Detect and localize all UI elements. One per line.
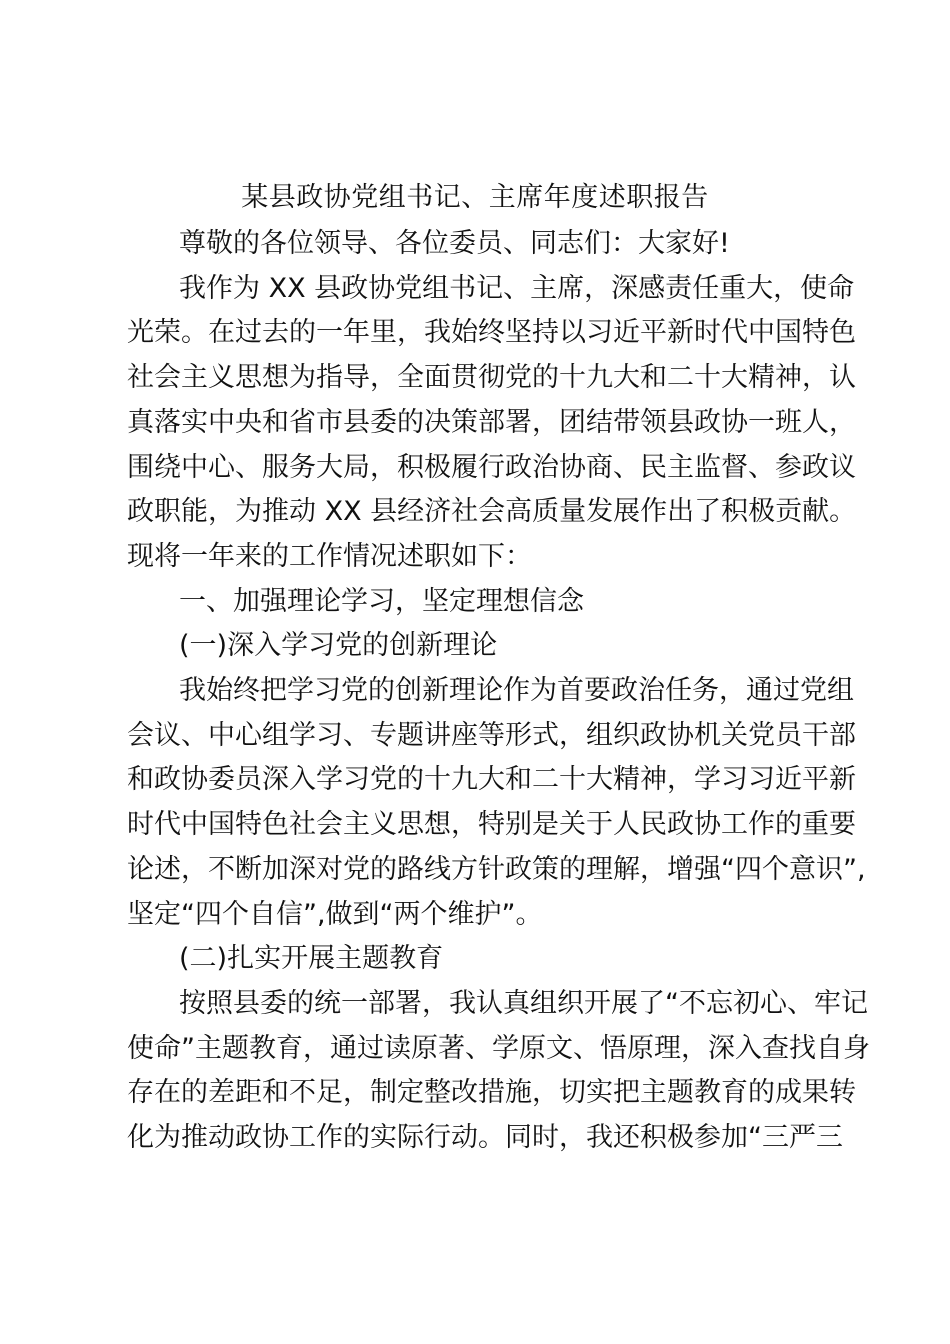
text-line: 一、加强理论学习，坚定理想信念	[179, 585, 584, 617]
text-line: 会议、中心组学习、专题讲座等形式，组织政协机关党员干部	[127, 719, 856, 751]
text-line: 论述，不断加深对党的路线方针政策的理解，增强“四个意识”,	[127, 853, 866, 885]
text-line: 尊敬的各位领导、各位委员、同志们：大家好!	[179, 228, 730, 259]
text-line: (一)深入学习党的创新理论	[179, 630, 498, 662]
document-body	[127, 222, 870, 1161]
text-line: 社会主义思想为指导，全面贯彻党的十九大和二十大精神，认	[127, 362, 856, 394]
text-line: 围绕中心、服务大局，积极履行政治协商、民主监督、参政议	[127, 451, 856, 483]
text-line: 存在的差距和不足，制定整改措施，切实把主题教育的成果转	[127, 1077, 856, 1109]
text-line: 我作为 XX 县政协党组书记、主席，深感责任重大，使命	[179, 272, 855, 304]
text-line: 现将一年来的工作情况述职如下：	[127, 540, 532, 572]
text-line: 我始终把学习党的创新理论作为首要政治任务，通过党组	[179, 675, 854, 707]
text-line: 光荣。在过去的一年里，我始终坚持以习近平新时代中国特色	[127, 317, 856, 349]
text-line: 坚定“四个自信”,做到“两个维护”。	[127, 898, 543, 930]
document-title: 某县政协党组书记、主席年度述职报告	[241, 182, 709, 213]
text-line: (二)扎实开展主题教育	[179, 943, 444, 975]
text-line: 政职能，为推动 XX 县经济社会高质量发展作出了积极贡献。	[127, 496, 857, 528]
text-line: 使命”主题教育，通过读原著、学原文、悟原理，深入查找自身	[127, 1032, 870, 1064]
text-line: 真落实中央和省市县委的决策部署，团结带领县政协一班人，	[127, 406, 856, 438]
text-line: 和政协委员深入学习党的十九大和二十大精神，学习习近平新	[127, 764, 856, 796]
text-line: 按照县委的统一部署，我认真组织开展了“不忘初心、牢记	[179, 987, 868, 1019]
text-line: 时代中国特色社会主义思想，特别是关于人民政协工作的重要	[127, 809, 856, 841]
text-line: 化为推动政协工作的实际行动。同时，我还积极参加“三严三	[127, 1122, 843, 1154]
